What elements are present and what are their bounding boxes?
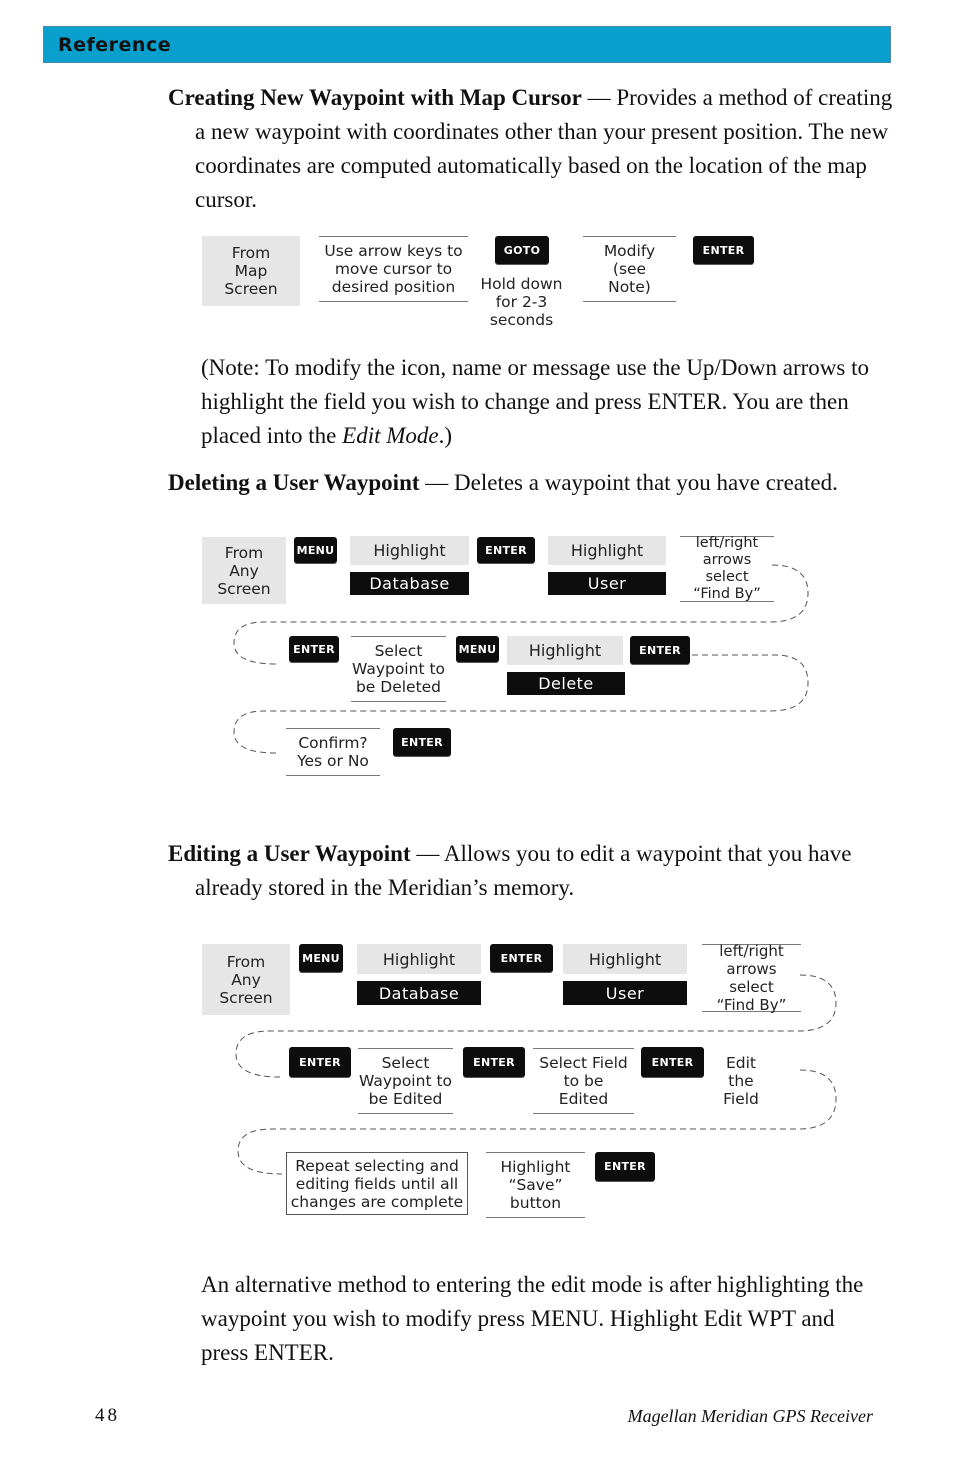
flow2-user-option: User (548, 572, 666, 595)
section1-body: — Provides a method of creating a new waypoint with coordinates other than your present position. The new coordinates are computed automatically based on the location of the map cursor. (195, 85, 893, 212)
flow1-step-modify: Modify (see Note) (583, 236, 676, 302)
menu-key: MENU (456, 636, 499, 662)
enter-key: ENTER (477, 537, 535, 563)
section3-body: — Allows you to edit a waypoint that you have already stored in the Meridian’s memory. (195, 841, 852, 900)
flow3-highlight-label: Highlight (563, 944, 687, 974)
note-text: (Note: To modify the icon, name or message use the Up/Down arrows to highlight the field you wish to change and press ENTER. You are then placed into the (201, 355, 870, 448)
flow2-highlight-label: Highlight (350, 536, 469, 565)
flow3-repeat-step: Repeat selecting and editing fields until all changes are complete (286, 1152, 468, 1215)
note-edit-mode: Edit Mode (342, 423, 439, 448)
enter-key: ENTER (490, 944, 553, 972)
goto-key: GOTO (495, 236, 549, 264)
menu-key: MENU (299, 944, 343, 972)
enter-key: ENTER (289, 1047, 351, 1077)
section1-heading: Creating New Waypoint with Map Cursor (168, 85, 582, 110)
flow1-step-move-cursor: Use arrow keys to move cursor to desired position (319, 236, 468, 302)
flow3-select-waypoint: Select Waypoint to be Edited (358, 1048, 453, 1114)
enter-key: ENTER (595, 1152, 655, 1181)
flow3-save-step: Highlight “Save” button (486, 1152, 585, 1218)
menu-key: MENU (294, 537, 337, 563)
flow2-find-by-step: left/right arrows select “Find By” (680, 536, 774, 602)
note-end: .) (438, 423, 453, 448)
flow2-confirm-step: Confirm? Yes or No (286, 728, 380, 776)
section-header-title: Reference (58, 34, 172, 56)
section2-body: — Deletes a waypoint that you have created. (419, 470, 838, 495)
enter-key: ENTER (630, 636, 690, 664)
flow3-from-any-screen: From Any Screen (202, 944, 290, 1015)
goto-hold-caption: Hold down for 2-3 seconds (480, 275, 563, 329)
flow3-database-option: Database (357, 981, 481, 1005)
enter-key: ENTER (463, 1047, 525, 1077)
enter-key: ENTER (693, 236, 754, 264)
flow2-select-waypoint: Select Waypoint to be Deleted (351, 636, 446, 702)
enter-key: ENTER (393, 728, 451, 756)
footer-title: Magellan Meridian GPS Receiver (627, 1406, 873, 1426)
section-header-bar (43, 26, 891, 63)
section3-paragraph (168, 837, 900, 905)
flow2-database-option: Database (350, 572, 469, 595)
flow3-user-option: User (563, 981, 687, 1005)
flow3-find-by-step: left/right arrows select “Find By” (702, 944, 801, 1012)
section3-heading: Editing a User Waypoint (168, 841, 411, 866)
enter-key: ENTER (289, 636, 339, 662)
section2-paragraph (168, 466, 873, 500)
section1-note (201, 351, 873, 453)
flow2-delete-option: Delete (507, 672, 625, 695)
flow2-from-any-screen: From Any Screen (202, 537, 286, 604)
enter-key: ENTER (641, 1047, 704, 1077)
flow1-from-map-screen: From Map Screen (202, 236, 300, 306)
flow2-highlight-label: Highlight (548, 536, 666, 565)
section1-paragraph (168, 81, 900, 217)
flow3-highlight-label: Highlight (357, 944, 481, 974)
flow3-edit-field: Edit the Field (723, 1054, 759, 1108)
page-number: 48 (95, 1405, 120, 1426)
alternative-method-paragraph: An alternative method to entering the edit mode is after highlighting the waypoint you wish to modify press MENU. Highlight Edit WPT and press ENTER. (201, 1272, 864, 1365)
flow2-highlight-label: Highlight (507, 636, 623, 665)
section2-heading: Deleting a User Waypoint (168, 470, 420, 495)
flow3-select-field: Select Field to be Edited (533, 1048, 634, 1114)
